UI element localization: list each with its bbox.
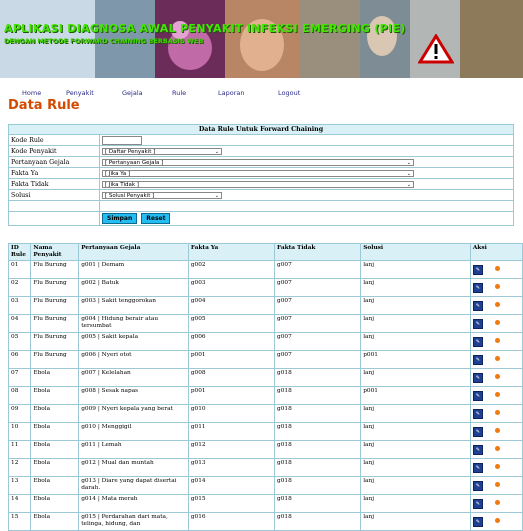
- cell-id-rule: 10: [9, 423, 31, 441]
- table-body: [9, 261, 523, 531]
- cell-solusi: lanj: [361, 423, 471, 441]
- cell-fakta-ya: g011: [188, 423, 274, 441]
- cell-fakta-tidak: g007: [275, 351, 361, 369]
- fakta-tidak-select[interactable]: [102, 181, 414, 188]
- col-aksi: Aksi: [470, 244, 522, 261]
- edit-icon[interactable]: ✎: [473, 391, 483, 401]
- delete-icon[interactable]: [495, 464, 500, 469]
- nav-gejala[interactable]: Gejala: [122, 89, 143, 97]
- nav-rule[interactable]: Rule: [172, 89, 187, 97]
- kode-penyakit-value: [ Daftar Penyakit ]: [105, 148, 156, 155]
- cell-pertanyaan-gejala: g004 | Hidung berair atau tersumbat: [79, 315, 189, 333]
- form-heading: Data Rule Untuk Forward Chaining: [9, 125, 514, 135]
- cell-id-rule: 07: [9, 369, 31, 387]
- chevron-down-icon: ⌄: [406, 170, 411, 177]
- delete-icon[interactable]: [495, 428, 500, 433]
- table-row: [9, 405, 523, 423]
- cell-fakta-tidak: g018: [275, 513, 361, 531]
- delete-icon[interactable]: [495, 482, 500, 487]
- edit-icon[interactable]: ✎: [473, 481, 483, 491]
- cell-nama-penyakit: Ebola: [31, 477, 79, 495]
- cell-pertanyaan-gejala: g007 | Kelelahan: [79, 369, 189, 387]
- cell-fakta-ya: p001: [188, 387, 274, 405]
- nav-laporan[interactable]: Laporan: [218, 89, 245, 97]
- cell-fakta-tidak: g018: [275, 441, 361, 459]
- nav-penyakit[interactable]: Penyakit: [66, 89, 94, 97]
- cell-solusi: lanj: [361, 441, 471, 459]
- cell-nama-penyakit: Ebola: [31, 369, 79, 387]
- edit-icon[interactable]: ✎: [473, 319, 483, 329]
- cell-fakta-ya: g002: [188, 261, 274, 279]
- cell-id-rule: 11: [9, 441, 31, 459]
- cell-pertanyaan-gejala: g013 | Diare yang dapat disertai darah.: [79, 477, 189, 495]
- cell-pertanyaan-gejala: g014 | Mata merah: [79, 495, 189, 513]
- cell-solusi: p001: [361, 351, 471, 369]
- rule-form: [8, 124, 514, 226]
- app-title: APLIKASI DIAGNOSA AWAL PENYAKIT INFEKSI EMERGING (PIE): [4, 22, 406, 35]
- cell-solusi: lanj: [361, 513, 471, 531]
- cell-solusi: lanj: [361, 261, 471, 279]
- edit-icon[interactable]: ✎: [473, 283, 483, 293]
- col-nama-penyakit: Nama Penyakit: [31, 244, 79, 261]
- fakta-ya-value: [ Jika Ya ]: [105, 170, 131, 177]
- cell-fakta-tidak: g007: [275, 261, 361, 279]
- cell-solusi: lanj: [361, 405, 471, 423]
- cell-nama-penyakit: Ebola: [31, 441, 79, 459]
- cell-fakta-tidak: g007: [275, 333, 361, 351]
- cell-aksi: [470, 513, 522, 531]
- delete-icon[interactable]: [495, 320, 500, 325]
- chevron-down-icon: ⌄: [214, 192, 219, 199]
- chevron-down-icon: ⌄: [214, 148, 219, 155]
- cell-solusi: lanj: [361, 297, 471, 315]
- col-id-rule: ID Rule: [9, 244, 31, 261]
- nav-logout[interactable]: Logout: [278, 89, 301, 97]
- edit-icon[interactable]: ✎: [473, 355, 483, 365]
- table-row: [9, 261, 523, 279]
- cell-aksi: [470, 477, 522, 495]
- cell-pertanyaan-gejala: g011 | Lemah: [79, 441, 189, 459]
- cell-nama-penyakit: Ebola: [31, 495, 79, 513]
- cell-nama-penyakit: Flu Burung: [31, 315, 79, 333]
- cell-solusi: lanj: [361, 315, 471, 333]
- cell-fakta-ya: g008: [188, 369, 274, 387]
- fakta-tidak-label: Fakta Tidak: [9, 179, 100, 190]
- edit-icon[interactable]: ✎: [473, 499, 483, 509]
- cell-fakta-tidak: g018: [275, 405, 361, 423]
- col-fakta-tidak: Fakta Tidak: [275, 244, 361, 261]
- edit-icon[interactable]: ✎: [473, 409, 483, 419]
- cell-aksi: [470, 369, 522, 387]
- table-row: [9, 279, 523, 297]
- table-row: [9, 297, 523, 315]
- delete-icon[interactable]: [495, 374, 500, 379]
- delete-icon[interactable]: [495, 302, 500, 307]
- cell-nama-penyakit: Flu Burung: [31, 279, 79, 297]
- cell-fakta-tidak: g018: [275, 495, 361, 513]
- cell-id-rule: 09: [9, 405, 31, 423]
- edit-icon[interactable]: ✎: [473, 427, 483, 437]
- delete-icon[interactable]: [495, 284, 500, 289]
- cell-nama-penyakit: Flu Burung: [31, 297, 79, 315]
- cell-fakta-ya: g014: [188, 477, 274, 495]
- table-row: [9, 333, 523, 351]
- kode-rule-label: Kode Rule: [9, 135, 100, 146]
- cell-fakta-ya: g004: [188, 297, 274, 315]
- kode-rule-input[interactable]: [102, 136, 142, 145]
- cell-nama-penyakit: Ebola: [31, 423, 79, 441]
- table-row: [9, 387, 523, 405]
- cell-aksi: [470, 297, 522, 315]
- cell-id-rule: 13: [9, 477, 31, 495]
- cell-pertanyaan-gejala: g012 | Mual dan muntah: [79, 459, 189, 477]
- cell-aksi: [470, 495, 522, 513]
- cell-fakta-ya: g012: [188, 441, 274, 459]
- table-row: [9, 441, 523, 459]
- col-solusi: Solusi: [361, 244, 471, 261]
- table-row: [9, 513, 523, 531]
- pertanyaan-gejala-select[interactable]: [102, 159, 414, 166]
- cell-fakta-ya: g016: [188, 513, 274, 531]
- cell-fakta-tidak: g007: [275, 315, 361, 333]
- cell-aksi: [470, 315, 522, 333]
- cell-aksi: [470, 351, 522, 369]
- table-row: [9, 477, 523, 495]
- col-fakta-ya: Fakta Ya: [188, 244, 274, 261]
- page-title: Data Rule: [8, 98, 80, 113]
- cell-fakta-tidak: g007: [275, 297, 361, 315]
- cell-fakta-tidak: g018: [275, 423, 361, 441]
- cell-pertanyaan-gejala: g010 | Menggigil: [79, 423, 189, 441]
- cell-pertanyaan-gejala: g001 | Demam: [79, 261, 189, 279]
- cell-fakta-tidak: g018: [275, 387, 361, 405]
- cell-solusi: lanj: [361, 369, 471, 387]
- cell-pertanyaan-gejala: g002 | Batuk: [79, 279, 189, 297]
- edit-icon[interactable]: ✎: [473, 517, 483, 527]
- cell-solusi: lanj: [361, 333, 471, 351]
- cell-fakta-ya: g003: [188, 279, 274, 297]
- fakta-tidak-value: [ Jika Tidak ]: [105, 181, 139, 188]
- cell-fakta-ya: g015: [188, 495, 274, 513]
- cell-id-rule: 12: [9, 459, 31, 477]
- edit-icon[interactable]: ✎: [473, 337, 483, 347]
- cell-fakta-tidak: g018: [275, 369, 361, 387]
- cell-fakta-ya: g013: [188, 459, 274, 477]
- cell-solusi: lanj: [361, 459, 471, 477]
- cell-nama-penyakit: Ebola: [31, 513, 79, 531]
- delete-icon[interactable]: [495, 446, 500, 451]
- delete-icon[interactable]: [495, 338, 500, 343]
- cell-aksi: [470, 423, 522, 441]
- cell-id-rule: 05: [9, 333, 31, 351]
- solusi-value: [ Solusi Penyakit ]: [105, 192, 155, 199]
- cell-aksi: [470, 459, 522, 477]
- cell-id-rule: 03: [9, 297, 31, 315]
- cell-pertanyaan-gejala: g006 | Nyeri otot: [79, 351, 189, 369]
- solusi-select[interactable]: [102, 192, 222, 199]
- header-banner: [0, 0, 523, 78]
- cell-pertanyaan-gejala: g015 | Perdarahan dari mata, telinga, hidung, dan: [79, 513, 189, 531]
- table-row: [9, 495, 523, 513]
- cell-nama-penyakit: Flu Burung: [31, 351, 79, 369]
- cell-id-rule: 14: [9, 495, 31, 513]
- cell-nama-penyakit: Ebola: [31, 387, 79, 405]
- table-row: [9, 423, 523, 441]
- delete-icon[interactable]: [495, 392, 500, 397]
- cell-aksi: [470, 405, 522, 423]
- cell-nama-penyakit: Flu Burung: [31, 261, 79, 279]
- delete-icon[interactable]: [495, 356, 500, 361]
- table-row: [9, 459, 523, 477]
- cell-aksi: [470, 261, 522, 279]
- nav-home[interactable]: Home: [22, 89, 42, 97]
- table-row: [9, 315, 523, 333]
- solusi-label: Solusi: [9, 190, 100, 201]
- delete-icon[interactable]: [495, 410, 500, 415]
- rule-table: [8, 243, 523, 531]
- chevron-down-icon: ⌄: [406, 159, 411, 166]
- delete-icon[interactable]: [495, 518, 500, 523]
- cell-fakta-ya: g005: [188, 315, 274, 333]
- cell-pertanyaan-gejala: g008 | Sesak napas: [79, 387, 189, 405]
- table-row: [9, 351, 523, 369]
- cell-nama-penyakit: Ebola: [31, 405, 79, 423]
- cell-solusi: lanj: [361, 279, 471, 297]
- pertanyaan-gejala-value: [ Pertanyaan Gejala ]: [105, 159, 164, 166]
- cell-fakta-ya: p001: [188, 351, 274, 369]
- cell-id-rule: 08: [9, 387, 31, 405]
- edit-icon[interactable]: ✎: [473, 445, 483, 455]
- cell-pertanyaan-gejala: g009 | Nyeri kepala yang berat: [79, 405, 189, 423]
- cell-nama-penyakit: Flu Burung: [31, 333, 79, 351]
- cell-id-rule: 06: [9, 351, 31, 369]
- cell-id-rule: 02: [9, 279, 31, 297]
- app-subtitle: DENGAN METODE FORWARD CHAINING BERBASIS WEB: [4, 37, 204, 45]
- kode-penyakit-select[interactable]: [102, 148, 222, 155]
- cell-pertanyaan-gejala: g003 | Sakit tenggorokan: [79, 297, 189, 315]
- delete-icon[interactable]: [495, 266, 500, 271]
- cell-id-rule: 04: [9, 315, 31, 333]
- simpan-button[interactable]: Simpan: [102, 213, 137, 224]
- cell-aksi: [470, 387, 522, 405]
- edit-icon[interactable]: ✎: [473, 463, 483, 473]
- cell-fakta-tidak: g018: [275, 459, 361, 477]
- cell-solusi: p001: [361, 387, 471, 405]
- chevron-down-icon: ⌄: [406, 181, 411, 188]
- kode-penyakit-label: Kode Penyakit: [9, 146, 100, 157]
- cell-fakta-ya: g006: [188, 333, 274, 351]
- cell-aksi: [470, 333, 522, 351]
- cell-aksi: [470, 279, 522, 297]
- cell-fakta-tidak: g007: [275, 279, 361, 297]
- fakta-ya-select[interactable]: [102, 170, 414, 177]
- table-row: [9, 369, 523, 387]
- fakta-ya-label: Fakta Ya: [9, 168, 100, 179]
- cell-aksi: [470, 441, 522, 459]
- delete-icon[interactable]: [495, 500, 500, 505]
- reset-button[interactable]: Reset: [141, 213, 170, 224]
- cell-solusi: lanj: [361, 477, 471, 495]
- col-pertanyaan-gejala: Pertanyaan Gejala: [79, 244, 189, 261]
- cell-pertanyaan-gejala: g005 | Sakit kepala: [79, 333, 189, 351]
- cell-nama-penyakit: Ebola: [31, 459, 79, 477]
- cell-fakta-ya: g010: [188, 405, 274, 423]
- warning-sign-icon: [418, 34, 454, 64]
- cell-id-rule: 01: [9, 261, 31, 279]
- pertanyaan-gejala-label: Pertanyaan Gejala: [9, 157, 100, 168]
- edit-icon[interactable]: ✎: [473, 265, 483, 275]
- cell-id-rule: 15: [9, 513, 31, 531]
- cell-fakta-tidak: g018: [275, 477, 361, 495]
- edit-icon[interactable]: ✎: [473, 373, 483, 383]
- cell-solusi: lanj: [361, 495, 471, 513]
- edit-icon[interactable]: ✎: [473, 301, 483, 311]
- table-header-row: [9, 244, 523, 261]
